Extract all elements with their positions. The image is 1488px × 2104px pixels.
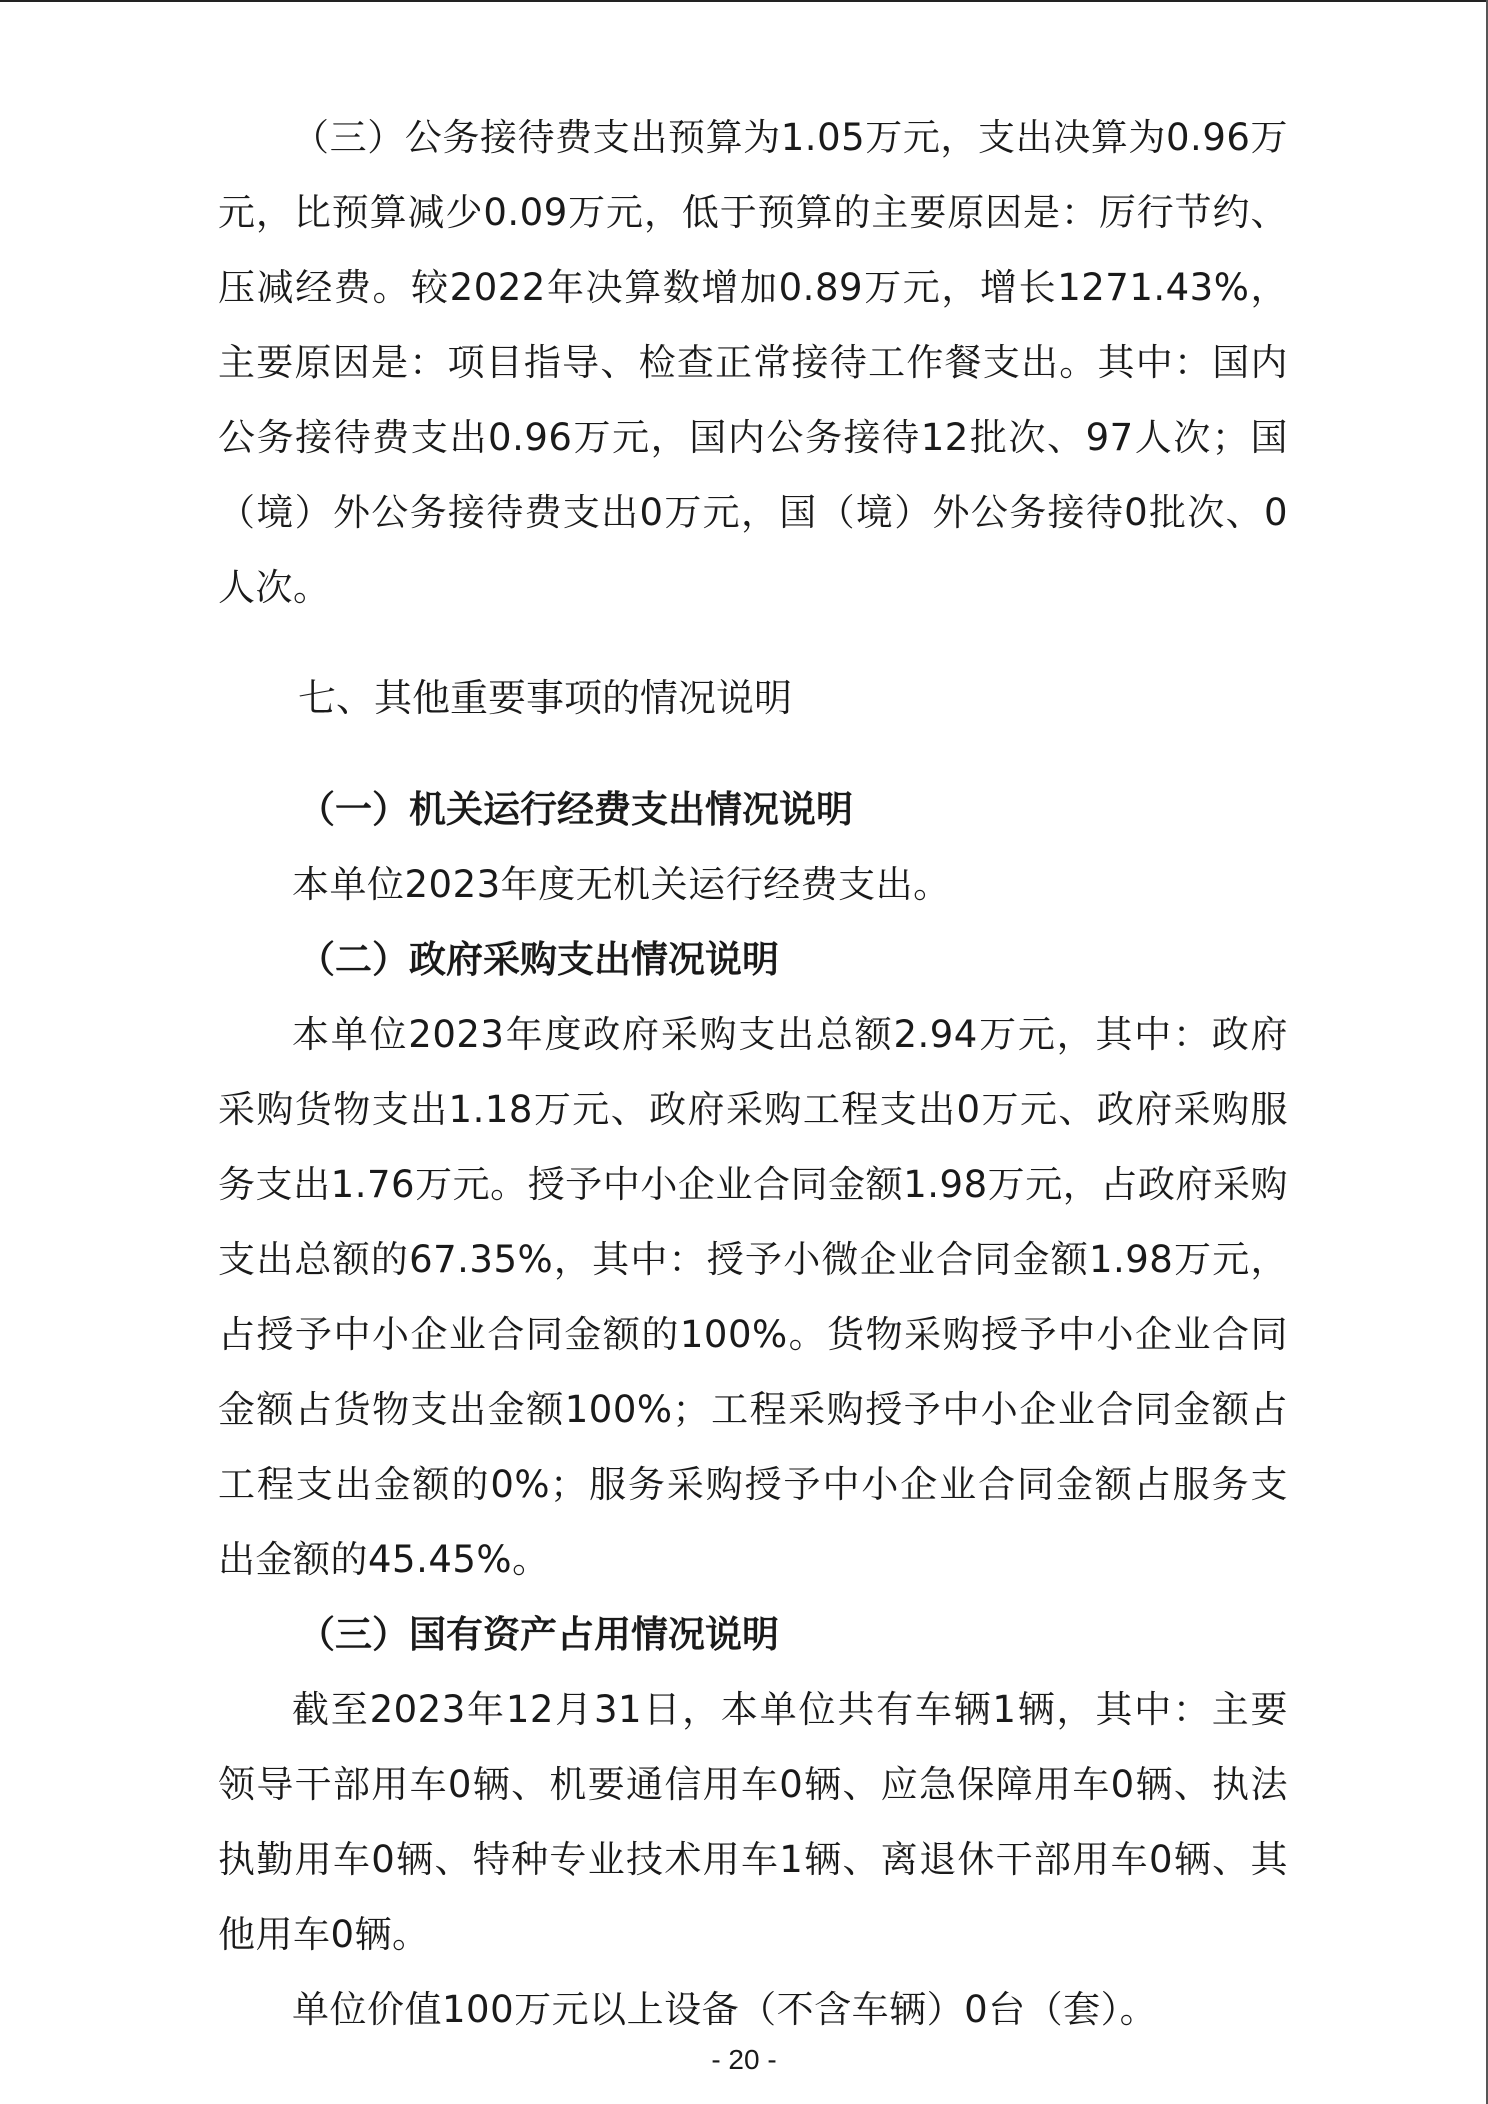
paragraph-vehicles: 截至2023年12月31日，本单位共有车辆1辆，其中：主要领导干部用车0辆、机要通信用车0辆、应急保障用车0辆、执法执勤用车0辆、特种专业技术用车1辆、离退休干部用车0辆、其他用车0辆。 bbox=[218, 1688, 1288, 1956]
top-border-line bbox=[0, 0, 1488, 2]
document-page bbox=[218, 100, 1288, 2047]
page-number: - 20 - bbox=[711, 2044, 777, 2075]
paragraph-procurement: 本单位2023年度政府采购支出总额2.94万元，其中：政府采购货物支出1.18万元、政府采购工程支出0万元、政府采购服务支出1.76万元。授予中小企业合同金额1.98万元，占政府采购支出总额的67.35%，其中：授予小微企业合同金额1.98万元，占授予中小企业合同金额的100%。货物采购授予中小企业合同金额占货物支出金额100%；工程采购授予中小企业合同金额占工程支出金额的0%；服务采购授予中小企业合同金额占服务支出金额的45.45%。 bbox=[218, 1013, 1288, 1581]
paragraph-operating-expenses: 本单位2023年度无机关运行经费支出。 bbox=[292, 863, 951, 906]
section-heading-other-matters: 七、其他重要事项的情况说明 bbox=[298, 676, 793, 720]
paragraph-reception-expenses: （三）公务接待费支出预算为1.05万元，支出决算为0.96万元，比预算减少0.09万元，低于预算的主要原因是：厉行节约、压减经费。较2022年决算数增加0.89万元，增长1271.43%，主要原因是：项目指导、检查正常接待工作餐支出。其中：国内公务接待费支出0.96万元，国内公务接待12批次、97人次；国（境）外公务接待费支出0万元，国（境）外公务接待0批次、0人次。 bbox=[218, 116, 1288, 609]
subheading-state-assets: （三）国有资产占用情况说明 bbox=[298, 1613, 779, 1656]
paragraph-equipment: 单位价值100万元以上设备（不含车辆）0台（套）。 bbox=[292, 1988, 1158, 2031]
subheading-operating-expenses: （一）机关运行经费支出情况说明 bbox=[298, 788, 853, 831]
subheading-procurement: （二）政府采购支出情况说明 bbox=[298, 938, 779, 981]
